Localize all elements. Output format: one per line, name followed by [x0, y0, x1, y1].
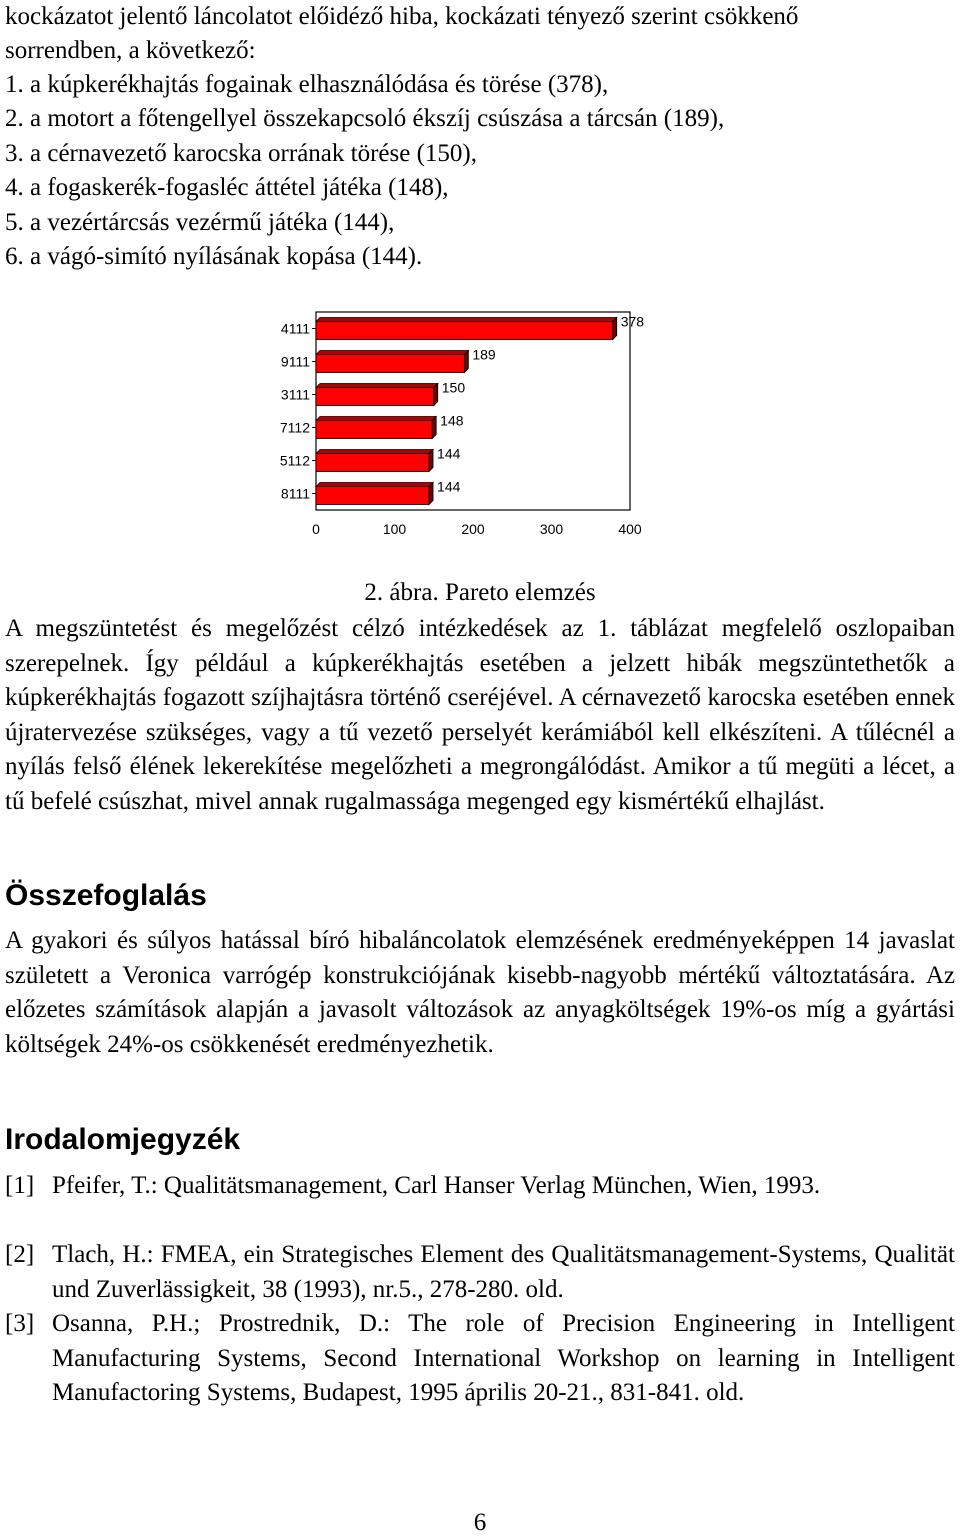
bar-data-label: 189 [472, 346, 496, 363]
reference-item [5, 1238, 955, 1307]
pareto-bar-chart [270, 300, 670, 550]
reference-text: Pfeifer, T.: Qualitätsmanagement, Carl Hanser Verlag München, Wien, 1993. [52, 1172, 821, 1199]
list-item: 5. a vezértárcsás vezérmű játéka (144), [5, 209, 395, 236]
bar [316, 388, 434, 406]
page-number: 6 [473, 1509, 487, 1536]
bar-top-face [316, 483, 433, 487]
chart-bars [316, 318, 617, 505]
bar-side-face [613, 318, 617, 340]
bar-data-label: 150 [441, 379, 466, 396]
y-tick-label: 5112 [279, 452, 310, 469]
y-tick-label: 4111 [280, 320, 310, 337]
bar-data-label: 144 [437, 445, 461, 462]
reference-text: Tlach, H.: FMEA, ein Strategisches Element des Qualitätsmanagement-Systems, Qualität und Zuverlässigkeit, 38 (1993), nr.5., 278-280. old. [52, 1241, 955, 1303]
bar-data-label: 148 [440, 412, 464, 429]
reference-item [5, 1169, 955, 1204]
list-item: 2. a motort a főtengellyel összekapcsoló ékszíj csúszása a tárcsán (189), [5, 105, 725, 132]
figure-caption: 2. ábra. Pareto elemzés [364, 579, 596, 606]
reference-number: [2] [5, 1241, 35, 1268]
bar-side-face [429, 483, 433, 505]
bar-side-face [432, 417, 436, 439]
bar [316, 421, 432, 439]
bar-data-label: 144 [437, 478, 461, 495]
bar-top-face [316, 417, 436, 421]
list-item: 1. a kúpkerékhajtás fogainak elhasználódása és törése (378), [5, 71, 609, 98]
bar-top-face [316, 318, 617, 322]
y-tick-label: 9111 [280, 353, 310, 370]
x-tick-label: 400 [618, 521, 642, 537]
x-tick-label: 0 [312, 521, 320, 537]
bar-top-face [316, 450, 433, 454]
y-tick-label: 7112 [279, 419, 310, 436]
list-item: 4. a fogaskerék-fogasléc áttétel játéka (148), [5, 174, 449, 201]
bar [316, 454, 429, 472]
bar-data-label: 378 [620, 313, 645, 330]
bar-side-face [434, 384, 438, 406]
intro-line-1: kockázatot jelentő láncolatot előidéző hiba, kockázati tényező szerint csökkenő [5, 3, 799, 30]
list-item: 3. a cérnavezető karocska orrának törése (150), [5, 140, 477, 167]
chart-frame [316, 312, 630, 510]
reference-text: Osanna, P.H.; Prostrednik, D.: The role of Precision Engineering in Intelligent Manufacturing Systems, Second International Workshop on learning in Intelligent Manufactoring Systems, Budapest, 1995 április 20-21., 831-841. old. [52, 1310, 955, 1407]
x-tick-label: 200 [461, 521, 485, 537]
bar-side-face [429, 450, 433, 472]
x-tick-label: 300 [539, 521, 564, 537]
y-tick-label: 8111 [280, 485, 310, 502]
y-tick-label: 3111 [280, 386, 310, 403]
chart-plot-area [312, 312, 630, 510]
bar-side-face [464, 351, 468, 373]
reference-item [5, 1307, 955, 1411]
reference-number: [1] [5, 1172, 35, 1199]
bar-top-face [316, 351, 468, 355]
bar-top-face [316, 384, 438, 388]
section-heading-summary: Összefoglalás [5, 879, 207, 912]
section-heading-references: Irodalomjegyzék [5, 1123, 241, 1156]
reference-number: [3] [5, 1310, 35, 1337]
bar [316, 355, 464, 373]
bar [316, 322, 613, 340]
bar [316, 487, 429, 505]
list-item: 6. a vágó-simító nyílásának kopása (144). [5, 243, 423, 270]
x-tick-label: 100 [382, 521, 407, 537]
summary-paragraph: A gyakori és súlyos hatással bíró hibaláncolatok elemzésének eredményeképpen 14 javaslat született a Veronica varrógép konstrukciójának kisebb-nagyobb mértékű változtatására. Az előzetes számítások alapján a javasolt változások az anyagköltségek 19%-os míg a gyártási költségek 24%-os csökkenését eredményezhetik. [5, 927, 955, 1058]
intro-line-2: sorrendben, a következő: [5, 37, 256, 64]
body-paragraph: A megszüntetést és megelőzést célzó intézkedések az 1. táblázat megfelelő oszlopaiban szerepelnek. Így például a kúpkerékhajtás esetében a jelzett hibák megszüntethetők a kúpkerékhajtás fogazott szíjhajtásra történő cseréjével. A cérnavezető karocska esetében ennek újratervezése szükséges, vagy a tű vezető perselyét kerámiából kell elkészíteni. A tűlécnél a nyílás felső élének lekerekítése megelőzheti a megrongálódást. Amikor a tű megüti a lécet, a tű befelé csúszhat, mivel annak rugalmassága megenged egy kismértékű elhajlást. [5, 615, 955, 815]
